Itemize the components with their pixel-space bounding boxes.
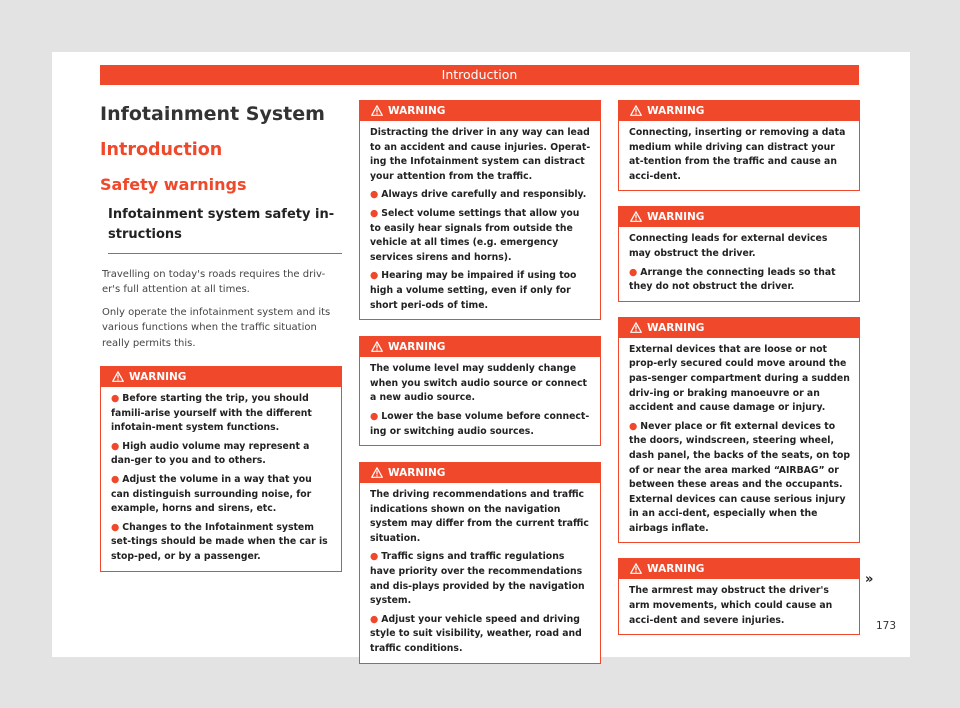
warning-bullet-text: Changes to the Infotainment system set-tings should be made when the car is stop-ped, or by a passenger. xyxy=(111,521,328,562)
warning-bullet xyxy=(370,188,592,203)
warning-body xyxy=(619,227,859,300)
warning-header xyxy=(619,207,859,227)
warning-box xyxy=(618,206,860,301)
warning-bullet xyxy=(370,207,592,265)
warning-label: WARNING xyxy=(129,371,187,384)
warning-bullet-text: Traffic signs and traffic regulations have priority over the recommendations and dis-plays provided by the navigation system. xyxy=(370,551,585,607)
warning-bullet xyxy=(111,392,333,436)
warning-label: WARNING xyxy=(647,211,705,224)
bullet-icon: ● xyxy=(370,207,379,219)
warning-triangle-icon xyxy=(371,105,383,116)
warning-body xyxy=(619,579,859,634)
warning-bullet xyxy=(370,269,592,313)
warning-bullet xyxy=(629,420,851,537)
warning-label: WARNING xyxy=(647,321,705,334)
warning-intro: The armrest may obstruct the driver's arm movements, which could cause an acci-dent and severe injuries. xyxy=(629,585,833,626)
warning-bullet xyxy=(370,550,592,608)
warning-bullet-text: Lower the base volume before connect-ing or switching audio sources. xyxy=(370,410,590,437)
chapter-heading: Introduction xyxy=(100,140,223,160)
section-heading: Safety warnings xyxy=(100,175,247,194)
warning-label: WARNING xyxy=(388,105,446,117)
bullet-icon: ● xyxy=(370,551,379,563)
warning-bullet-text: Before starting the trip, you should famili-arise yourself with the different infotain-ment system functions. xyxy=(111,393,312,434)
warning-bullet xyxy=(111,473,333,517)
warning-body xyxy=(360,483,600,663)
warning-header xyxy=(619,559,859,579)
bullet-icon: ● xyxy=(111,393,120,405)
warning-header xyxy=(360,101,600,121)
warning-body xyxy=(101,387,341,571)
warning-body xyxy=(360,121,600,319)
bullet-icon: ● xyxy=(370,410,379,422)
warning-body xyxy=(619,121,859,190)
warning-box xyxy=(618,317,860,544)
warning-triangle-icon xyxy=(112,371,124,382)
warning-header xyxy=(101,367,341,387)
warning-triangle-icon xyxy=(371,341,383,352)
warning-intro: The volume level may suddenly change when you switch audio source or connect a new audio source. xyxy=(370,363,587,404)
body-paragraph: Only operate the infotainment system and its various functions when the traffic situation really permits this. xyxy=(102,306,331,349)
warning-bullet-text: Always drive carefully and responsibly. xyxy=(381,189,587,201)
subsection-heading: Infotainment system safety in-structions xyxy=(108,205,342,254)
warning-box xyxy=(359,100,601,320)
warning-intro: External devices that are loose or not prop-erly secured could move around the pas-senger compartment during a sudden driv-ing or braking manoeuvre or an accident and cause damage or injury. xyxy=(629,343,850,414)
warning-triangle-icon xyxy=(630,322,642,333)
warning-bullet xyxy=(111,440,333,469)
warning-intro: The driving recommendations and traffic indications shown on the navigation system may differ from the current traffic situation. xyxy=(370,489,589,544)
page-title: Infotainment System xyxy=(100,103,325,125)
warning-bullet-text: High audio volume may represent a dan-ger to you and to others. xyxy=(111,440,310,467)
warning-triangle-icon xyxy=(371,467,383,478)
warning-bullet-text: Never place or fit external devices to the doors, windscreen, steering wheel, dash panel, the backs of the seats, on top of or near the area marked “AIRBAG” or between these areas and the occupants. External devices can cause serious injury in an acci-dent, especially when the airbags inflate. xyxy=(629,420,850,534)
warning-box xyxy=(618,100,860,191)
warning-bullet xyxy=(111,521,333,565)
continue-arrow-icon: » xyxy=(865,572,874,587)
bullet-icon: ● xyxy=(370,613,379,625)
warning-bullet-text: Adjust your vehicle speed and driving style to suit visibility, weather, road and traffic conditions. xyxy=(370,613,582,655)
warning-label: WARNING xyxy=(647,563,705,576)
warning-box xyxy=(100,366,342,572)
warning-bullet-text: Arrange the connecting leads so that they do not obstruct the driver. xyxy=(629,266,836,293)
warning-header xyxy=(619,101,859,121)
body-paragraph: Travelling on today's roads requires the driv-er's full attention at all times. xyxy=(102,269,326,296)
bullet-icon: ● xyxy=(629,420,638,432)
section-header-bar: Introduction xyxy=(100,65,859,85)
warning-bullet xyxy=(370,410,592,439)
warning-box xyxy=(618,558,860,635)
warning-triangle-icon xyxy=(630,563,642,574)
column-2 xyxy=(359,100,601,677)
bullet-icon: ● xyxy=(111,474,120,485)
warning-bullet-text: Select volume settings that allow you to easily hear signals from outside the vehicle at all times (e.g. emergency services sirens and horns). xyxy=(370,207,580,263)
warning-bullet xyxy=(629,266,851,295)
warning-body xyxy=(360,357,600,445)
bullet-icon: ● xyxy=(111,440,120,452)
page-number: 173 xyxy=(876,620,897,632)
warning-box xyxy=(359,462,601,664)
warning-triangle-icon xyxy=(630,211,642,222)
bullet-icon: ● xyxy=(370,270,379,282)
bullet-icon: ● xyxy=(111,521,120,533)
warning-bullet-text: Hearing may be impaired if using too high a volume setting, even if only for short peri-ods of time. xyxy=(370,270,577,311)
warning-label: WARNING xyxy=(388,467,446,480)
warning-body xyxy=(619,338,859,543)
bullet-icon: ● xyxy=(370,189,379,201)
warning-triangle-icon xyxy=(630,105,642,116)
warning-bullet-text: Adjust the volume in a way that you can distinguish surrounding noise, for example, horns and sirens, etc. xyxy=(111,474,312,515)
column-1 xyxy=(100,100,342,585)
warning-intro: Distracting the driver in any way can lead to an accident and cause injuries. Operat-ing the Infotainment system can distract your attention from the traffic. xyxy=(370,127,591,182)
warning-box xyxy=(359,336,601,446)
warning-intro: Connecting, inserting or removing a data medium while driving can distract your at-tention from the traffic and cause an acci-dent. xyxy=(629,127,846,182)
warning-label: WARNING xyxy=(388,341,446,354)
column-3 xyxy=(618,100,860,648)
warning-label: WARNING xyxy=(647,105,705,117)
warning-intro: Connecting leads for external devices may obstruct the driver. xyxy=(629,233,828,259)
warning-header xyxy=(360,337,600,357)
warning-header xyxy=(619,318,859,338)
warning-header xyxy=(360,463,600,483)
warning-bullet xyxy=(370,613,592,657)
bullet-icon: ● xyxy=(629,266,638,278)
